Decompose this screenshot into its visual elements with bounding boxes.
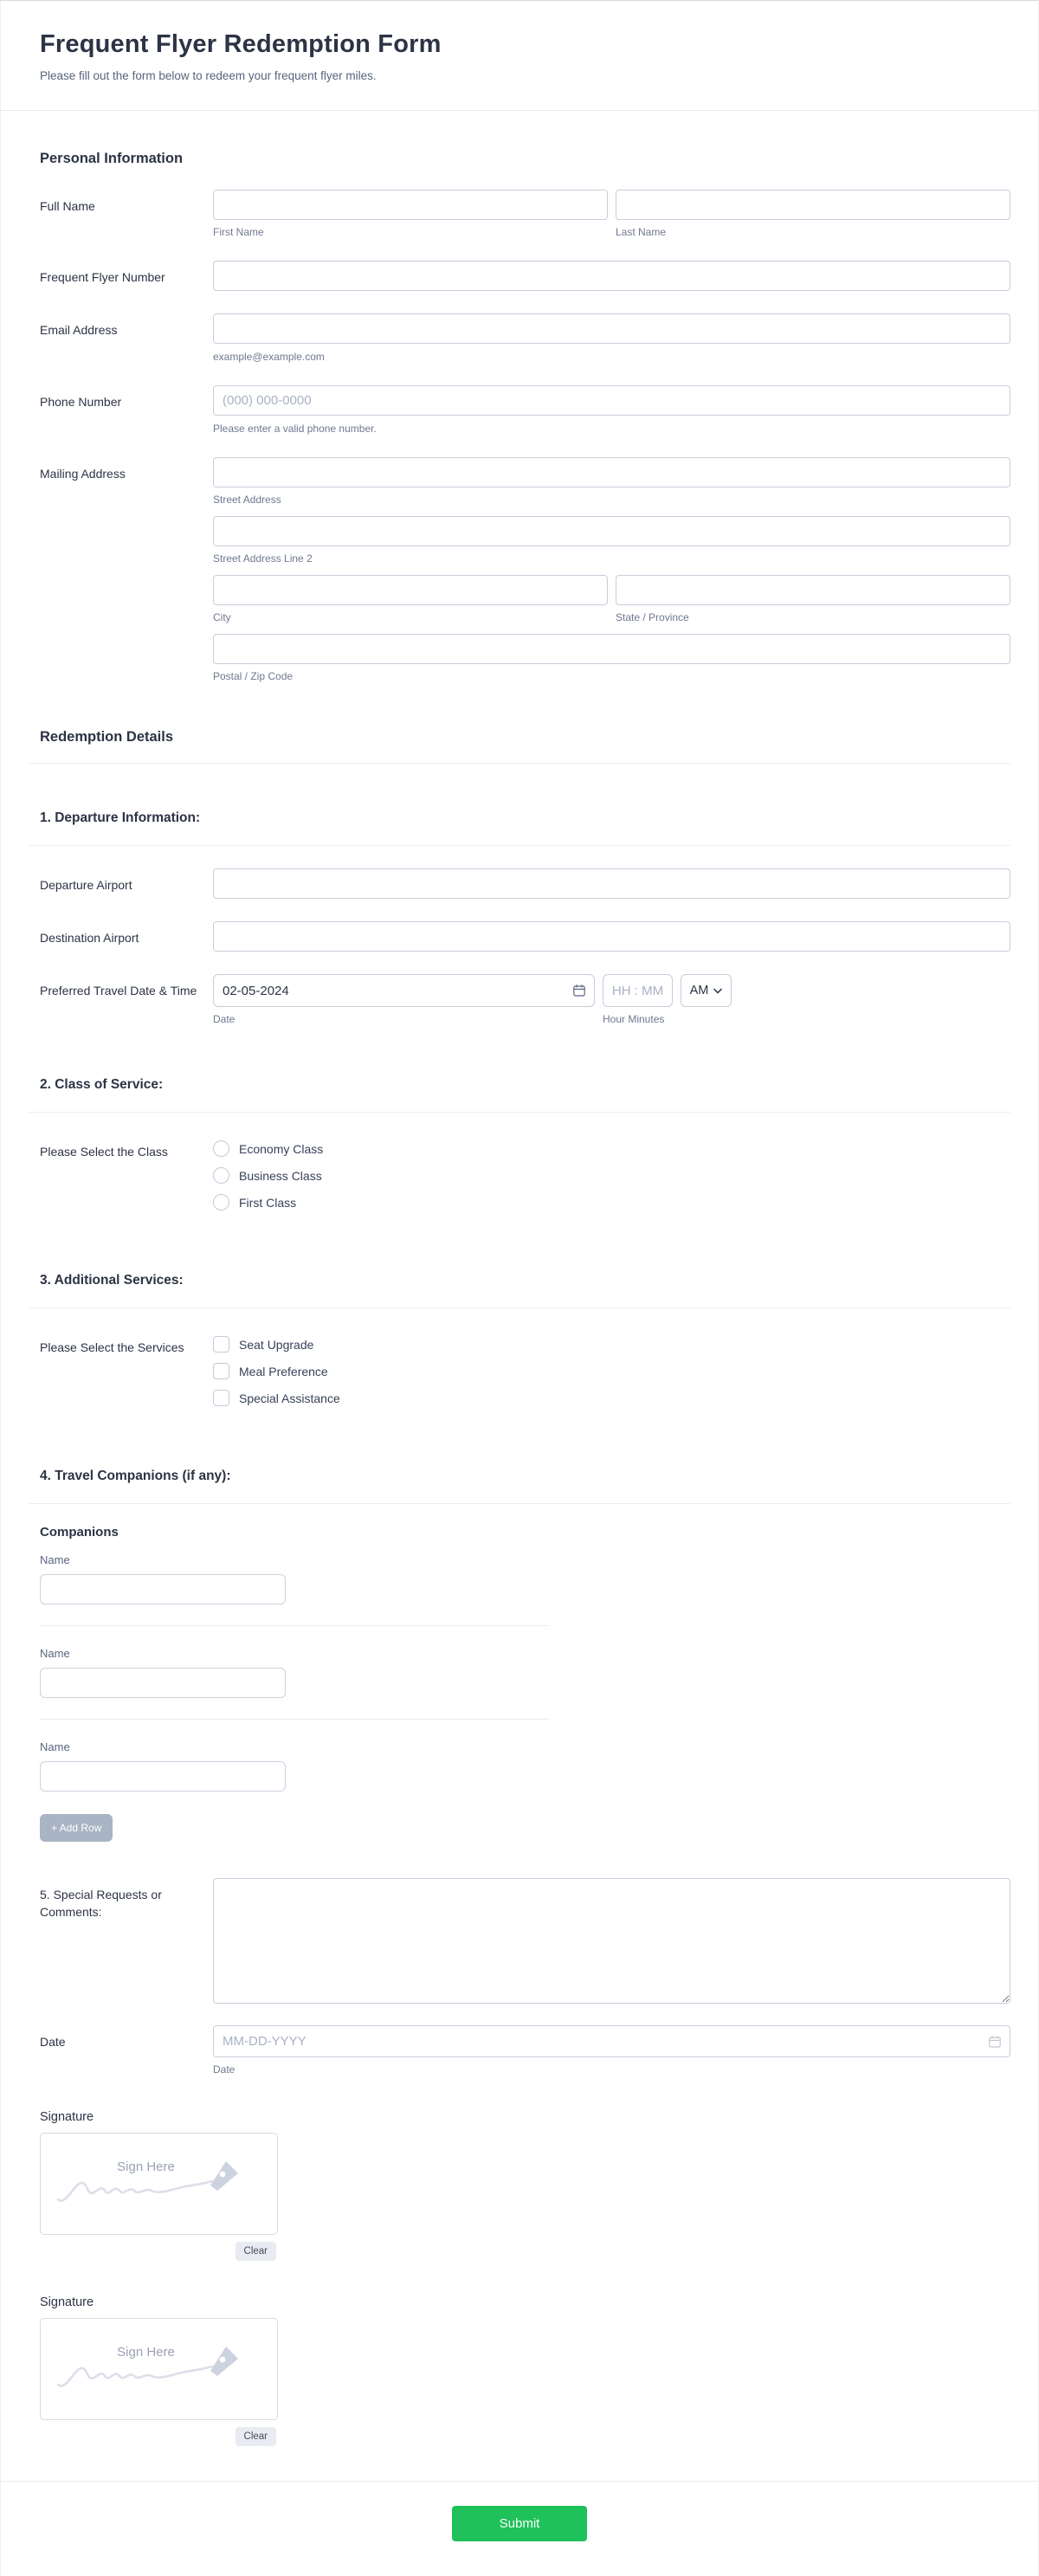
checkbox-label[interactable]: Seat Upgrade xyxy=(239,1337,314,1352)
divider xyxy=(29,1112,1010,1113)
first-name-input[interactable] xyxy=(213,190,608,220)
travel-time-sublabel: Hour Minutes xyxy=(603,1013,665,1025)
street-address-sublabel: Street Address xyxy=(213,494,281,506)
email-label: Email Address xyxy=(40,323,118,337)
calendar-icon[interactable] xyxy=(988,2035,1002,2049)
departure-airport-label: Departure Airport xyxy=(40,878,132,892)
checkbox-meal-preference[interactable] xyxy=(213,1363,1010,1379)
travel-datetime-row xyxy=(29,974,1010,1025)
frequent-flyer-number-input[interactable] xyxy=(213,261,1010,291)
checkbox-icon[interactable] xyxy=(213,1363,229,1379)
signature-label: Signature xyxy=(40,2110,94,2124)
date-row xyxy=(29,2025,1010,2076)
divider xyxy=(29,1503,1010,1504)
radio-economy-class[interactable] xyxy=(213,1140,1010,1157)
checkbox-label[interactable]: Meal Preference xyxy=(239,1364,328,1378)
email-row xyxy=(29,313,1010,363)
special-requests-row xyxy=(29,1878,1010,2008)
subsection-heading-class-of-service: 2. Class of Service: xyxy=(40,1077,164,1092)
last-name-sublabel: Last Name xyxy=(616,226,667,238)
departure-airport-row xyxy=(29,868,1010,899)
signature-pad[interactable] xyxy=(40,2133,278,2235)
companion-name-input-1[interactable] xyxy=(40,1574,286,1604)
sign-here-hint: Sign Here xyxy=(117,2160,175,2174)
clear-signature-button[interactable]: Clear xyxy=(236,2242,276,2261)
companions-widget xyxy=(40,1525,549,1792)
services-select-label: Please Select the Services xyxy=(40,1340,184,1354)
ampm-value: AM xyxy=(689,984,709,997)
chevron-down-icon xyxy=(713,988,722,994)
radio-icon[interactable] xyxy=(213,1167,229,1184)
radio-icon[interactable] xyxy=(213,1140,229,1157)
form-body xyxy=(1,151,1038,2446)
postal-input[interactable] xyxy=(213,634,1010,664)
phone-row xyxy=(29,385,1010,435)
subsection-heading-departure: 1. Departure Information: xyxy=(40,810,201,825)
class-select-label: Please Select the Class xyxy=(40,1145,168,1159)
departure-airport-input[interactable] xyxy=(213,868,1010,899)
travel-date-input[interactable] xyxy=(213,974,595,1007)
signature-block-1 xyxy=(40,2110,276,2261)
companion-name-label: Name xyxy=(40,1740,70,1753)
special-requests-textarea[interactable] xyxy=(213,1878,1010,2004)
radio-label[interactable]: First Class xyxy=(239,1195,297,1210)
sign-here-hint: Sign Here xyxy=(117,2345,175,2360)
frequent-flyer-number-row xyxy=(29,261,1010,291)
phone-helper: Please enter a valid phone number. xyxy=(213,423,377,435)
companion-name-input-3[interactable] xyxy=(40,1761,286,1792)
radio-icon[interactable] xyxy=(213,1194,229,1211)
companion-row xyxy=(40,1626,549,1698)
phone-label: Phone Number xyxy=(40,395,122,409)
divider xyxy=(29,1307,1010,1308)
destination-airport-label: Destination Airport xyxy=(40,931,139,945)
email-helper: example@example.com xyxy=(213,351,325,363)
mailing-address-row xyxy=(29,457,1010,682)
calendar-icon[interactable] xyxy=(572,984,586,997)
form-header xyxy=(1,1,1038,111)
travel-time-input[interactable] xyxy=(603,974,673,1007)
companion-name-label: Name xyxy=(40,1553,70,1566)
signature-scribble-and-pen-icon xyxy=(55,2340,254,2400)
radio-business-class[interactable] xyxy=(213,1167,1010,1184)
section-heading-redemption-details: Redemption Details xyxy=(40,729,174,745)
subsection-heading-travel-companions: 4. Travel Companions (if any): xyxy=(40,1469,231,1483)
date-label: Date xyxy=(40,2035,66,2049)
section-heading-personal-information: Personal Information xyxy=(40,151,184,166)
destination-airport-row xyxy=(29,921,1010,952)
checkbox-icon[interactable] xyxy=(213,1390,229,1406)
signature-label: Signature xyxy=(40,2295,94,2309)
companions-title: Companions xyxy=(40,1525,119,1540)
services-select-row xyxy=(29,1331,1010,1417)
page-title: Frequent Flyer Redemption Form xyxy=(40,30,442,58)
companion-name-label: Name xyxy=(40,1647,70,1660)
companion-row xyxy=(40,1540,549,1604)
checkbox-special-assistance[interactable] xyxy=(213,1390,1010,1406)
travel-date-sublabel: Date xyxy=(213,1013,236,1025)
companion-name-input-2[interactable] xyxy=(40,1668,286,1698)
travel-datetime-label: Preferred Travel Date & Time xyxy=(40,984,197,997)
divider xyxy=(29,845,1010,846)
mailing-address-label: Mailing Address xyxy=(40,467,126,481)
radio-first-class[interactable] xyxy=(213,1194,1010,1211)
date-sublabel: Date xyxy=(213,2063,236,2076)
postal-sublabel: Postal / Zip Code xyxy=(213,670,294,682)
checkbox-label[interactable]: Special Assistance xyxy=(239,1391,340,1405)
full-name-row xyxy=(29,190,1010,238)
city-input[interactable] xyxy=(213,575,608,605)
subsection-heading-additional-services: 3. Additional Services: xyxy=(40,1273,184,1288)
special-requests-label: 5. Special Requests or Comments: xyxy=(40,1888,162,1920)
last-name-input[interactable] xyxy=(616,190,1010,220)
checkbox-icon[interactable] xyxy=(213,1336,229,1353)
radio-label[interactable]: Economy Class xyxy=(239,1141,324,1156)
form-footer xyxy=(1,2482,1038,2576)
checkbox-seat-upgrade[interactable] xyxy=(213,1336,1010,1353)
clear-signature-button[interactable]: Clear xyxy=(236,2427,276,2446)
street-address2-sublabel: Street Address Line 2 xyxy=(213,552,313,565)
class-select-row xyxy=(29,1135,1010,1221)
state-input[interactable] xyxy=(616,575,1010,605)
signature-block-2 xyxy=(40,2295,276,2446)
state-sublabel: State / Province xyxy=(616,611,689,623)
frequent-flyer-number-label: Frequent Flyer Number xyxy=(40,270,165,284)
signature-scribble-and-pen-icon xyxy=(55,2154,254,2215)
divider xyxy=(29,763,1010,764)
submit-button[interactable]: Submit xyxy=(452,2506,587,2541)
phone-input[interactable] xyxy=(213,385,1010,416)
city-sublabel: City xyxy=(213,611,231,623)
signature-pad[interactable] xyxy=(40,2318,278,2420)
street-address2-input[interactable] xyxy=(213,516,1010,546)
ampm-select[interactable] xyxy=(681,974,732,1007)
first-name-sublabel: First Name xyxy=(213,226,264,238)
destination-airport-input[interactable] xyxy=(213,921,1010,952)
date-input[interactable] xyxy=(213,2025,1010,2057)
companion-row xyxy=(40,1720,549,1792)
page-subtitle: Please fill out the form below to redeem your frequent flyer miles. xyxy=(40,69,377,82)
full-name-label: Full Name xyxy=(40,199,95,213)
add-row-button[interactable]: + Add Row xyxy=(40,1814,113,1842)
street-address-input[interactable] xyxy=(213,457,1010,487)
email-input[interactable] xyxy=(213,313,1010,344)
radio-label[interactable]: Business Class xyxy=(239,1168,322,1183)
